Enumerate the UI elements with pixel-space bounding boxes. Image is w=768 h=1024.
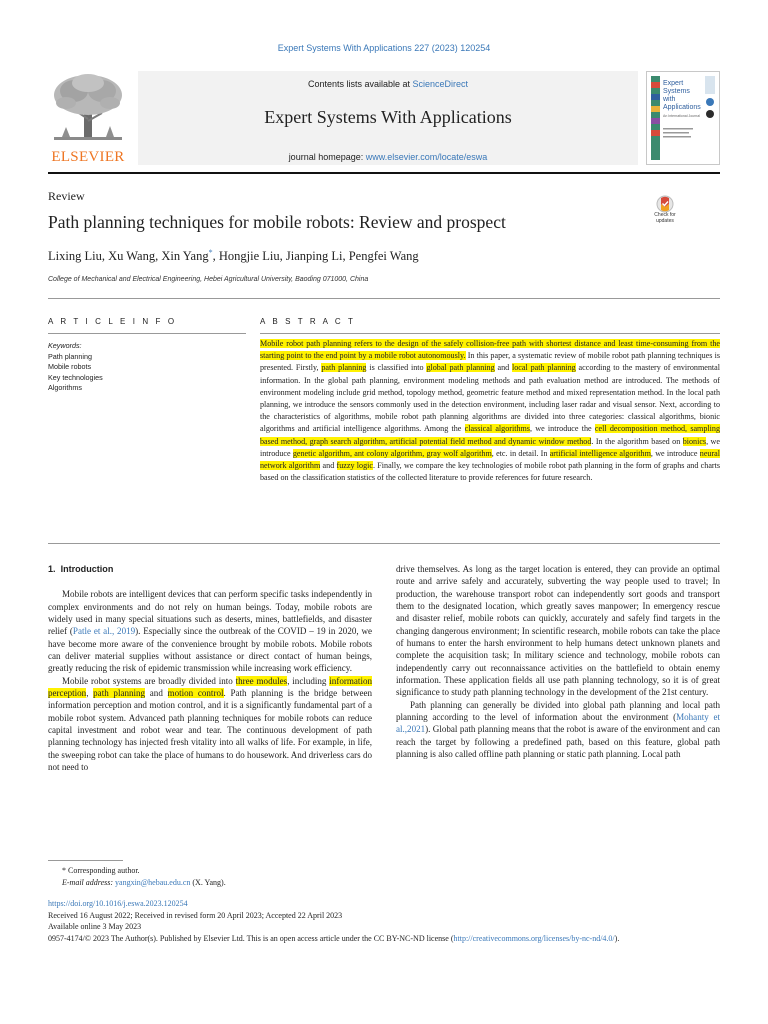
cover-title-line-4: Applications	[663, 104, 701, 111]
text-run: ,	[86, 688, 94, 699]
email-link[interactable]: yangxin@hebau.edu.cn	[115, 878, 191, 888]
text-run: . Path planning is the bridge between information perception and motion control, and it is a significantly fundamental part of a mobile robot system. Advanced path planning techniques for mobile robots can reduce capital investment and robot wear and tear. The continuous development of path planning technology has injected fresh vitality into all walks of life. For example, in life, the sweeping robot can take the place of humans to do housework. And driverless cars do not need to	[48, 688, 372, 773]
abstract-heading: A B S T R A C T	[260, 317, 356, 326]
email-suffix: (X. Yang).	[190, 878, 226, 888]
text-run: . Finally, we compare the key technologies of mobile robot path planning in the form of graphs and charts based on the classification statistics of the collected literature to provide references for future research.	[260, 461, 721, 483]
email-line	[48, 877, 720, 889]
highlighted-text: artificial intelligence algorithm	[549, 448, 651, 458]
text-run: is classified into	[366, 363, 427, 373]
journal-cover-image	[647, 72, 719, 164]
check-for-updates-button[interactable]	[647, 195, 683, 237]
text-run: ). Especially since the outbreak of the COVID – 19 in 2020, we have become more aware of the convenience brought by mobile robots. Mobile robots can deliver material supplies without assistance or direct contact of human beings, greatly reducing the risk of epidemic transmission while increasing work efficiency.	[48, 626, 372, 674]
keyword-item: Key technologies	[48, 372, 103, 382]
highlighted-text: global path planning	[426, 363, 495, 373]
text-run: , we introduce	[650, 448, 700, 458]
corresponding-author-mark[interactable]: *	[208, 248, 213, 257]
highlighted-text: local path planning	[512, 363, 576, 373]
cover-title-line-3: with	[663, 96, 676, 103]
author-name[interactable]: Xu Wang	[108, 249, 156, 264]
highlighted-text: three modules	[235, 675, 288, 686]
author-name[interactable]: Xin Yang	[161, 249, 209, 264]
text-run: ). Global path planning means that the robot is aware of the environment and can reach the target by following a predefined path, based on this feature, global path planning is also called offline path planning or static path planning. Local path	[396, 724, 720, 760]
available-online: Available online 3 May 2023	[48, 922, 142, 931]
text-run: 0957-4174/© 2023 The Author(s). Published by Elsevier Ltd. This is an open access article under the CC BY-NC-ND license (	[48, 933, 454, 943]
highlighted-text: motion control	[167, 688, 224, 699]
highlighted-text: cell decomposition method, sampling based method, graph search algorithm, artificial potential field method and dynamic window method	[260, 424, 720, 446]
text-run: and	[494, 363, 513, 373]
received-dates: Received 16 August 2022; Received in revised form 20 April 2023; Accepted 22 April 2023	[48, 910, 343, 920]
affiliation: College of Mechanical and Electrical Engineering, Hebei Agricultural University, Baoding 071000, China	[48, 276, 369, 283]
journal-homepage-link[interactable]: www.elsevier.com/locate/eswa	[365, 152, 488, 162]
contents-line	[138, 79, 638, 89]
sciencedirect-link[interactable]: ScienceDirect	[412, 79, 469, 89]
email-label: E-mail address:	[62, 878, 116, 888]
article-title: Path planning techniques for mobile robots: Review and prospect	[48, 212, 506, 232]
text-run: In this paper, a systematic review of mobile robot path planning techniques is presented. Firstly,	[260, 351, 720, 373]
paragraph	[48, 675, 372, 774]
keyword-item: Mobile robots	[48, 362, 92, 371]
abstract-text	[260, 338, 720, 484]
article-type: Review	[48, 189, 85, 203]
license-line	[48, 933, 720, 945]
text-run: and	[320, 461, 337, 471]
cover-subtitle: An International Journal	[663, 114, 700, 118]
section-heading	[48, 563, 372, 575]
highlighted-text: path planning	[93, 688, 146, 699]
elsevier-tree-icon	[48, 71, 128, 149]
keywords-block	[48, 341, 246, 394]
body-column-left	[48, 563, 372, 774]
masthead	[138, 71, 638, 165]
divider	[260, 333, 720, 334]
corresponding-author-note: * Corresponding author.	[62, 866, 140, 875]
doi-link[interactable]: https://doi.org/10.1016/j.eswa.2023.120254	[48, 899, 188, 908]
highlighted-text: classical algorithms	[464, 424, 530, 434]
highlighted-text: fuzzy logic	[336, 461, 373, 471]
section-title: Introduction	[60, 564, 114, 574]
author-name[interactable]: Hongjie Liu	[218, 249, 280, 264]
elsevier-wordmark: ELSEVIER	[51, 149, 125, 165]
divider	[48, 543, 720, 544]
paragraph	[48, 588, 372, 674]
text-run: . In the algorithm based on	[591, 436, 683, 446]
highlighted-text: path planning	[321, 363, 367, 373]
text-run: according to the mastery of environmental information. In the global path planning, environment modeling methods and path evaluation method are introduced. The methods of environment modeling include grid method, topology method, geometric feature method and mixed representation method. In the local path planning, we introduce the sensors commonly used in the detection environment, including laser radar and visual sensor. Next, according to the characteristics of algorithms, mobile robot path planning algorithms are divided into three categories: classical algorithms, bionic algorithms and artificial intelligence algorithms. Among the	[260, 363, 720, 434]
text-run: Mobile robots are intelligent devices that can perform specific tasks independently in complex environments and do not rely on human beings. Today, mobile robots are widely used in many special situations such as deserts, mines, battlefields, and disaster relief (	[48, 589, 372, 637]
text-run: , we introduce	[260, 436, 720, 458]
text-run: Path planning can generally be divided into global path planning and local path planning according to the level of information about the environment (	[396, 699, 720, 723]
check-updates-label: Check for updates	[654, 212, 676, 224]
footnote-rule	[48, 860, 123, 861]
highlighted-text: neural network algorithm	[260, 448, 721, 471]
author-list: Lixing Liu, Xu Wang, Xin Yang*, Hongjie Liu, Jianping Li, Pengfei Wang	[48, 248, 419, 264]
text-run: , etc. in detail. In	[491, 448, 550, 458]
paragraph: drive themselves. As long as the target location is entered, they can provide an optimal route and arrive safely and accurately, subverting the way people used to travel; In production, the warehouse transport robot can independently sort goods and transport them to the designated location, which greatly saves manpower; In emergency rescue and disaster relief, mobile robots can quickly, accurately and safely find targets in the changing dangerous environment; In scientific research, mobile robots can take the place of humans to enter the harsh environment to help humans detect unknown planets and complete the acquisition task; In military science and technology, mobile robots can independently carry out reconnaissance activities on the battlefield to obtain enemy information. These application fields all use path planning technology, so it is of great significance to study path planning technology in the development of the 21st century.	[396, 564, 720, 698]
publication-info	[48, 898, 720, 944]
highlighted-text: Mobile robot path planning refers to the design of the safely collision-free path with shortest distance and least time-consuming from the starting point to the end point by a mobile robot autonomously.	[260, 339, 720, 361]
divider	[48, 298, 720, 299]
text-run: and	[145, 688, 168, 699]
homepage-prefix: journal homepage:	[288, 152, 366, 162]
check-updates-icon	[647, 195, 683, 213]
contents-prefix: Contents lists available at	[307, 79, 413, 89]
author-name[interactable]: Lixing Liu	[48, 249, 102, 264]
citation-link[interactable]: Mohanty et al.,2021	[396, 712, 720, 735]
cover-title-line-1: Expert	[663, 80, 684, 87]
article-info-heading: A R T I C L E I N F O	[48, 317, 177, 326]
keyword-item: Path planning	[48, 351, 92, 361]
section-number: 1.	[48, 564, 56, 574]
divider	[48, 333, 246, 334]
keyword-item: Algorithms	[48, 383, 82, 392]
cover-title-line-2: Systems	[663, 88, 690, 95]
author-name[interactable]: Pengfei Wang	[348, 249, 419, 264]
citation-link[interactable]: Patle et al., 2019	[72, 626, 136, 637]
author-name[interactable]: Jianping Li	[285, 249, 343, 264]
highlighted-text: genetic algorithm, ant colony algorithm, gray wolf algorithm	[292, 448, 492, 458]
highlighted-text: bionics	[682, 436, 707, 446]
text-run: , we introduce the	[529, 424, 595, 434]
journal-title: Expert Systems With Applications	[264, 107, 512, 127]
journal-header	[48, 71, 720, 169]
homepage-line	[138, 152, 638, 162]
paragraph	[396, 699, 720, 761]
text-run: ).	[614, 933, 620, 943]
header-rule	[48, 172, 720, 174]
body-column-right	[396, 563, 720, 761]
license-link[interactable]: http://creativecommons.org/licenses/by-nc-nd/4.0/	[453, 933, 615, 943]
keywords-label: Keywords:	[48, 341, 82, 350]
journal-cover-thumbnail[interactable]	[646, 71, 720, 165]
highlighted-text: information perception	[48, 675, 373, 699]
footnotes	[48, 865, 720, 889]
text-run: , including	[287, 675, 330, 686]
text-run: Mobile robot systems are broadly divided into	[62, 675, 236, 686]
elsevier-logo[interactable]	[48, 71, 128, 165]
journal-reference[interactable]: Expert Systems With Applications 227 (2023) 120254	[277, 43, 491, 53]
